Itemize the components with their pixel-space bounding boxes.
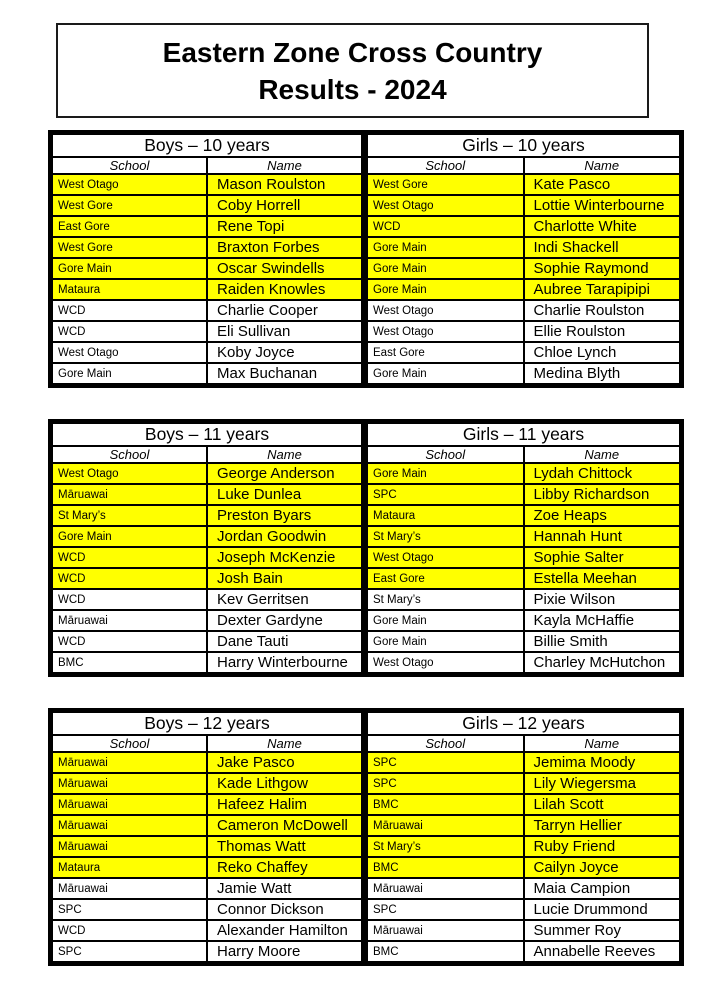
school-cell: Gore Main: [367, 463, 524, 484]
result-row: [367, 484, 680, 505]
school-cell: St Mary’s: [367, 836, 524, 857]
name-cell: Ruby Friend: [524, 836, 681, 857]
table-title: Boys – 10 years: [52, 134, 362, 157]
result-row: [52, 752, 362, 773]
results-table: [366, 133, 681, 385]
school-cell: Māruawai: [52, 815, 207, 836]
table-title-row: [52, 134, 362, 157]
school-cell: West Otago: [367, 195, 524, 216]
result-row: [52, 300, 362, 321]
name-cell: Hannah Hunt: [524, 526, 681, 547]
result-row: [367, 610, 680, 631]
column-header-school: School: [52, 446, 207, 463]
boys-results-table: [51, 711, 366, 963]
school-cell: BMC: [367, 857, 524, 878]
name-cell: Josh Bain: [207, 568, 362, 589]
girls-results-table: [366, 133, 681, 385]
school-cell: West Gore: [52, 195, 207, 216]
document-title-line2: Results - 2024: [258, 73, 447, 105]
result-row: [52, 279, 362, 300]
results-tables: [48, 130, 684, 997]
school-cell: Gore Main: [367, 279, 524, 300]
table-title-row: [52, 423, 362, 446]
girls-results-table: [366, 711, 681, 963]
name-cell: Tarryn Hellier: [524, 815, 681, 836]
name-cell: Pixie Wilson: [524, 589, 681, 610]
table-title-row: [367, 134, 680, 157]
school-cell: WCD: [52, 300, 207, 321]
results-table: [366, 711, 681, 963]
school-cell: West Otago: [367, 547, 524, 568]
result-row: [367, 195, 680, 216]
age-group-section: [48, 130, 684, 388]
column-header-name: Name: [207, 446, 362, 463]
name-cell: Lydah Chittock: [524, 463, 681, 484]
name-cell: Charley McHutchon: [524, 652, 681, 673]
result-row: [52, 878, 362, 899]
result-row: [367, 342, 680, 363]
column-header-school: School: [367, 446, 524, 463]
name-cell: Aubree Tarapipipi: [524, 279, 681, 300]
school-cell: Mataura: [52, 279, 207, 300]
result-row: [52, 899, 362, 920]
name-cell: Ellie Roulston: [524, 321, 681, 342]
result-row: [367, 321, 680, 342]
name-cell: Lucie Drummond: [524, 899, 681, 920]
result-row: [52, 815, 362, 836]
school-cell: WCD: [52, 321, 207, 342]
name-cell: Libby Richardson: [524, 484, 681, 505]
name-cell: Koby Joyce: [207, 342, 362, 363]
name-cell: Connor Dickson: [207, 899, 362, 920]
school-cell: WCD: [52, 631, 207, 652]
school-cell: Gore Main: [367, 631, 524, 652]
document-title-box: [56, 23, 649, 118]
school-cell: Gore Main: [52, 258, 207, 279]
school-cell: Gore Main: [367, 237, 524, 258]
school-cell: SPC: [367, 899, 524, 920]
result-row: [367, 878, 680, 899]
name-cell: Oscar Swindells: [207, 258, 362, 279]
name-cell: Cailyn Joyce: [524, 857, 681, 878]
result-row: [52, 920, 362, 941]
name-cell: Charlie Cooper: [207, 300, 362, 321]
result-row: [52, 237, 362, 258]
name-cell: Annabelle Reeves: [524, 941, 681, 962]
result-row: [52, 941, 362, 962]
school-cell: Gore Main: [367, 363, 524, 384]
school-cell: Māruawai: [367, 878, 524, 899]
boys-results-table: [51, 133, 366, 385]
name-cell: Dane Tauti: [207, 631, 362, 652]
table-title-row: [52, 712, 362, 735]
school-cell: Gore Main: [52, 526, 207, 547]
name-cell: Jemima Moody: [524, 752, 681, 773]
school-cell: SPC: [367, 773, 524, 794]
name-cell: Charlotte White: [524, 216, 681, 237]
school-cell: WCD: [52, 547, 207, 568]
table-title: Boys – 11 years: [52, 423, 362, 446]
result-row: [367, 174, 680, 195]
name-cell: Jamie Watt: [207, 878, 362, 899]
school-cell: BMC: [367, 941, 524, 962]
result-row: [367, 752, 680, 773]
table-title-row: [367, 712, 680, 735]
name-cell: Harry Winterbourne: [207, 652, 362, 673]
document-title-line1: Eastern Zone Cross Country: [162, 36, 543, 68]
name-cell: Billie Smith: [524, 631, 681, 652]
name-cell: Max Buchanan: [207, 363, 362, 384]
result-row: [367, 568, 680, 589]
age-group-section: [48, 419, 684, 677]
school-cell: WCD: [52, 920, 207, 941]
result-row: [52, 568, 362, 589]
result-row: [52, 589, 362, 610]
name-cell: Kate Pasco: [524, 174, 681, 195]
result-row: [52, 484, 362, 505]
name-cell: Sophie Raymond: [524, 258, 681, 279]
column-header-name: Name: [207, 157, 362, 174]
column-header-row: [52, 446, 362, 463]
table-title: Girls – 11 years: [367, 423, 680, 446]
result-row: [52, 216, 362, 237]
result-row: [52, 526, 362, 547]
name-cell: Zoe Heaps: [524, 505, 681, 526]
results-table: [366, 422, 681, 674]
result-row: [367, 237, 680, 258]
school-cell: East Gore: [52, 216, 207, 237]
result-row: [52, 258, 362, 279]
result-row: [52, 794, 362, 815]
result-row: [52, 363, 362, 384]
name-cell: Lottie Winterbourne: [524, 195, 681, 216]
name-cell: Lilah Scott: [524, 794, 681, 815]
result-row: [52, 836, 362, 857]
column-header-school: School: [367, 157, 524, 174]
result-row: [52, 505, 362, 526]
school-cell: Māruawai: [52, 752, 207, 773]
boys-results-table: [51, 422, 366, 674]
column-header-school: School: [52, 735, 207, 752]
results-table: [51, 711, 363, 963]
girls-results-table: [366, 422, 681, 674]
school-cell: East Gore: [367, 568, 524, 589]
school-cell: Māruawai: [52, 878, 207, 899]
name-cell: Indi Shackell: [524, 237, 681, 258]
name-cell: Lily Wiegersma: [524, 773, 681, 794]
column-header-row: [52, 157, 362, 174]
name-cell: Kev Gerritsen: [207, 589, 362, 610]
result-row: [367, 836, 680, 857]
result-row: [367, 899, 680, 920]
result-row: [52, 610, 362, 631]
school-cell: West Otago: [52, 342, 207, 363]
school-cell: SPC: [52, 899, 207, 920]
table-title: Girls – 12 years: [367, 712, 680, 735]
result-row: [52, 631, 362, 652]
name-cell: Raiden Knowles: [207, 279, 362, 300]
result-row: [52, 773, 362, 794]
table-title: Boys – 12 years: [52, 712, 362, 735]
name-cell: Eli Sullivan: [207, 321, 362, 342]
name-cell: Cameron McDowell: [207, 815, 362, 836]
result-row: [367, 216, 680, 237]
table-title-row: [367, 423, 680, 446]
school-cell: WCD: [367, 216, 524, 237]
school-cell: BMC: [52, 652, 207, 673]
name-cell: Reko Chaffey: [207, 857, 362, 878]
school-cell: SPC: [367, 752, 524, 773]
school-cell: Māruawai: [52, 610, 207, 631]
name-cell: Jordan Goodwin: [207, 526, 362, 547]
result-row: [52, 547, 362, 568]
result-row: [367, 463, 680, 484]
name-cell: Preston Byars: [207, 505, 362, 526]
results-table: [51, 422, 363, 674]
result-row: [367, 815, 680, 836]
name-cell: Maia Campion: [524, 878, 681, 899]
school-cell: West Otago: [367, 652, 524, 673]
school-cell: Mataura: [367, 505, 524, 526]
result-row: [367, 547, 680, 568]
column-header-name: Name: [524, 157, 681, 174]
school-cell: St Mary’s: [367, 589, 524, 610]
name-cell: Medina Blyth: [524, 363, 681, 384]
school-cell: Māruawai: [52, 836, 207, 857]
result-row: [52, 174, 362, 195]
column-header-name: Name: [524, 446, 681, 463]
school-cell: West Otago: [367, 300, 524, 321]
school-cell: Māruawai: [367, 920, 524, 941]
name-cell: Hafeez Halim: [207, 794, 362, 815]
school-cell: SPC: [52, 941, 207, 962]
school-cell: West Otago: [367, 321, 524, 342]
column-header-school: School: [52, 157, 207, 174]
result-row: [52, 342, 362, 363]
result-row: [367, 258, 680, 279]
school-cell: West Gore: [52, 237, 207, 258]
school-cell: Māruawai: [367, 815, 524, 836]
school-cell: Gore Main: [52, 363, 207, 384]
name-cell: Luke Dunlea: [207, 484, 362, 505]
column-header-row: [52, 735, 362, 752]
result-row: [367, 941, 680, 962]
result-row: [367, 920, 680, 941]
name-cell: Summer Roy: [524, 920, 681, 941]
result-row: [52, 463, 362, 484]
result-row: [367, 631, 680, 652]
result-row: [367, 505, 680, 526]
name-cell: Sophie Salter: [524, 547, 681, 568]
name-cell: Estella Meehan: [524, 568, 681, 589]
school-cell: Gore Main: [367, 258, 524, 279]
name-cell: Rene Topi: [207, 216, 362, 237]
result-row: [367, 857, 680, 878]
school-cell: East Gore: [367, 342, 524, 363]
result-row: [367, 526, 680, 547]
column-header-row: [367, 735, 680, 752]
age-group-section: [48, 708, 684, 966]
school-cell: WCD: [52, 568, 207, 589]
column-header-school: School: [367, 735, 524, 752]
result-row: [367, 300, 680, 321]
school-cell: BMC: [367, 794, 524, 815]
name-cell: Alexander Hamilton: [207, 920, 362, 941]
result-row: [367, 794, 680, 815]
name-cell: Thomas Watt: [207, 836, 362, 857]
name-cell: Kade Lithgow: [207, 773, 362, 794]
result-row: [52, 195, 362, 216]
school-cell: West Otago: [52, 174, 207, 195]
name-cell: Harry Moore: [207, 941, 362, 962]
school-cell: WCD: [52, 589, 207, 610]
name-cell: Joseph McKenzie: [207, 547, 362, 568]
name-cell: Jake Pasco: [207, 752, 362, 773]
school-cell: Māruawai: [52, 794, 207, 815]
name-cell: Dexter Gardyne: [207, 610, 362, 631]
column-header-name: Name: [207, 735, 362, 752]
name-cell: George Anderson: [207, 463, 362, 484]
name-cell: Mason Roulston: [207, 174, 362, 195]
column-header-row: [367, 157, 680, 174]
result-row: [52, 321, 362, 342]
school-cell: West Gore: [367, 174, 524, 195]
result-row: [367, 363, 680, 384]
column-header-row: [367, 446, 680, 463]
school-cell: Gore Main: [367, 610, 524, 631]
school-cell: Māruawai: [52, 773, 207, 794]
name-cell: Chloe Lynch: [524, 342, 681, 363]
result-row: [367, 773, 680, 794]
result-row: [52, 652, 362, 673]
name-cell: Braxton Forbes: [207, 237, 362, 258]
name-cell: Kayla McHaffie: [524, 610, 681, 631]
result-row: [367, 652, 680, 673]
school-cell: West Otago: [52, 463, 207, 484]
school-cell: St Mary’s: [367, 526, 524, 547]
name-cell: Charlie Roulston: [524, 300, 681, 321]
name-cell: Coby Horrell: [207, 195, 362, 216]
school-cell: Māruawai: [52, 484, 207, 505]
result-row: [367, 589, 680, 610]
results-table: [51, 133, 363, 385]
result-row: [367, 279, 680, 300]
column-header-name: Name: [524, 735, 681, 752]
result-row: [52, 857, 362, 878]
school-cell: Mataura: [52, 857, 207, 878]
table-title: Girls – 10 years: [367, 134, 680, 157]
school-cell: SPC: [367, 484, 524, 505]
school-cell: St Mary’s: [52, 505, 207, 526]
